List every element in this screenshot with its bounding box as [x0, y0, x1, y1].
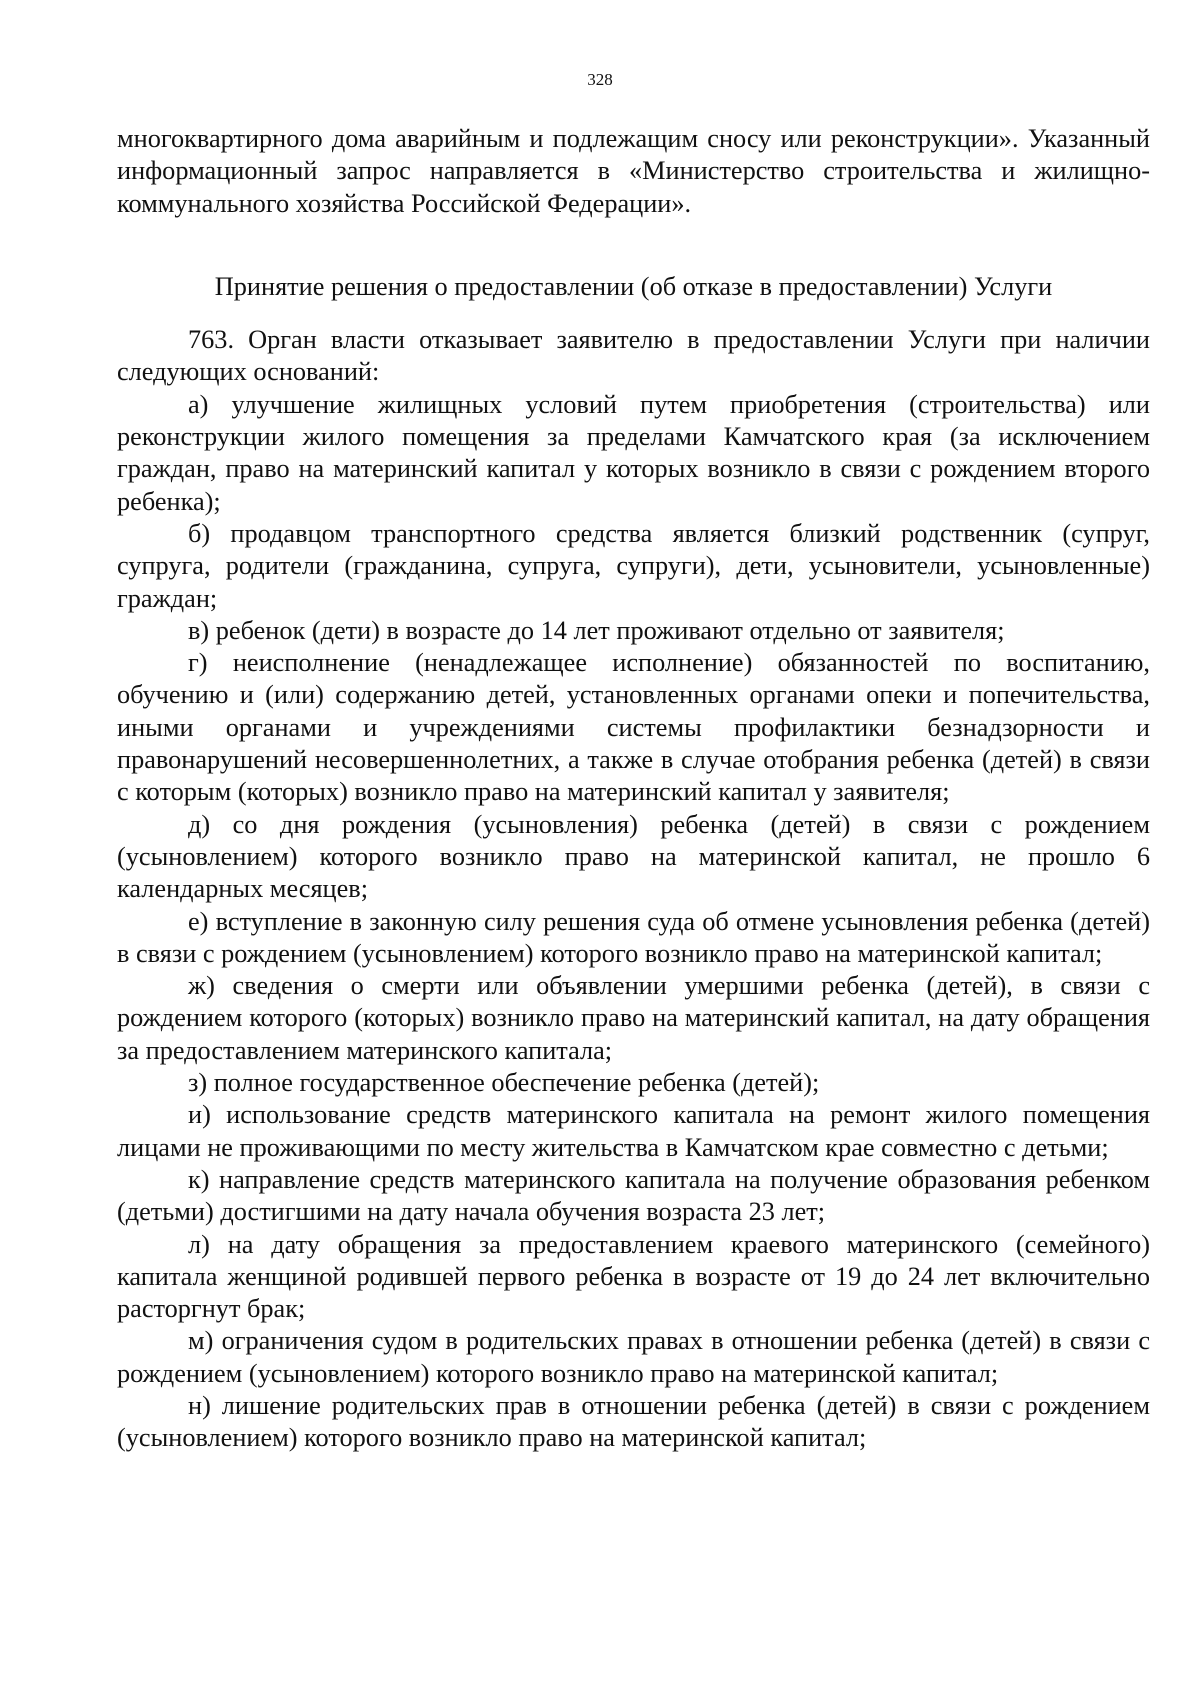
intro-paragraph: многоквартирного дома аварийным и подлежащим сносу или реконструкции». Указанный информационный запрос направляется в «Министерство строительства и жилищно-коммунального хозяйства Российской Федерации». [117, 124, 1150, 218]
list-item-k: к) направление средств материнского капитала на получение образования ребенком (детьми) достигшими на дату начала обучения возраста 23 лет; [117, 1164, 1150, 1227]
list-item-a: а) улучшение жилищных условий путем приобретения (строительства) или реконструкции жилого помещения за пределами Камчатского края (за исключением граждан, право на материнский капитал у которых возникло в связи с рождением второго ребенка); [117, 389, 1150, 516]
list-item-l: л) на дату обращения за предоставлением краевого материнского (семейного) капитала женщиной родившей первого ребенка в возрасте от 19 до 24 лет включительно расторгнут брак; [117, 1229, 1150, 1324]
list-item-m: м) ограничения судом в родительских правах в отношении ребенка (детей) в связи с рождением (усыновлением) которого возникло право на материнской капитал; [117, 1326, 1150, 1388]
list-item-d: д) со дня рождения (усыновления) ребенка (детей) в связи с рождением (усыновлением) которого возникло право на материнской капитал, не прошло 6 календарных месяцев; [117, 809, 1150, 904]
list-item-v: в) ребенок (дети) в возрасте до 14 лет проживают отдельно от заявителя; [188, 615, 1005, 645]
list-item-z: з) полное государственное обеспечение ребенка (детей); [188, 1068, 820, 1098]
list-item-zh: ж) сведения о смерти или объявлении умершими ребенка (детей), в связи с рождением которого (которых) возникло право на материнский капитал, на дату обращения за предоставлением материнского капитала; [117, 971, 1150, 1065]
document-body [117, 123, 1150, 1455]
list-item-i: и) использование средств материнского капитала на ремонт жилого помещения лицами не проживающими по месту жительства в Камчатском крае совместно с детьми; [117, 1100, 1150, 1162]
list-item-n: н) лишение родительских прав в отношении ребенка (детей) в связи с рождением (усыновлением) которого возникло право на материнской капитал; [117, 1390, 1150, 1453]
clause-763: 763. Орган власти отказывает заявителю в предоставлении Услуги при наличии следующих оснований: [117, 325, 1150, 387]
page-number: 328 [587, 70, 613, 89]
list-item-b: б) продавцом транспортного средства является близкий родственник (супруг, супруга, родители (гражданина, супруга, супруги), дети, усыновители, усыновленные) граждан; [117, 518, 1150, 613]
list-item-e: е) вступление в законную силу решения суда об отмене усыновления ребенка (детей) в связи с рождением (усыновлением) которого возникло право на материнской капитал; [117, 906, 1150, 968]
section-heading: Принятие решения о предоставлении (об отказе в предоставлении) Услуги [214, 271, 1053, 301]
list-item-g: г) неисполнение (ненадлежащее исполнение) обязанностей по воспитанию, обучению и (или) содержанию детей, установленных органами опеки и попечительства, иными органами и учреждениями системы профилактики безнадзорности и правонарушений несовершеннолетних, а также в случае отобрания ребенка (детей) в связи с которым (которых) возникло право на материнский капитал у заявителя; [117, 648, 1150, 807]
